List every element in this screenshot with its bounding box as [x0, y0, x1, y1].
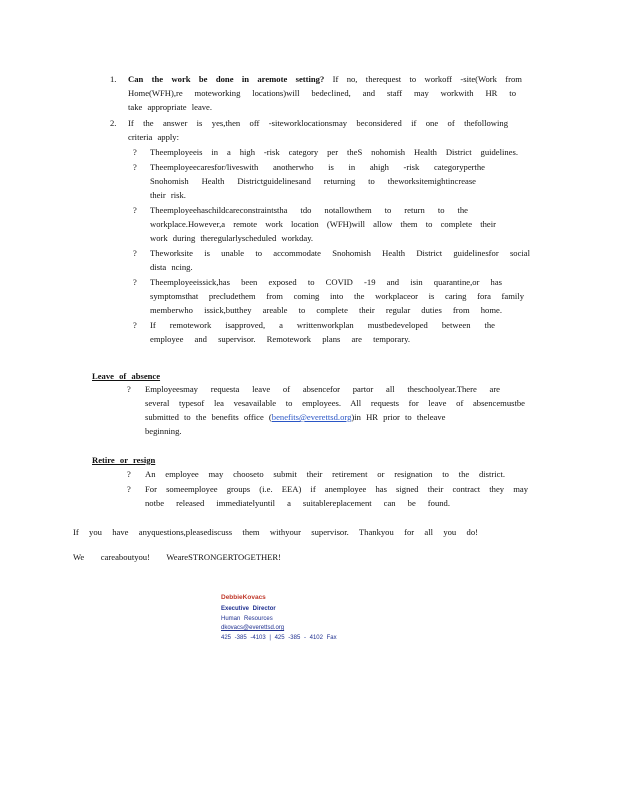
- list-number-2: 2.: [110, 118, 117, 128]
- bullet-marker: ?: [133, 205, 137, 215]
- criteria-6-line1: If remotework isapproved, a writtenworkplan mustbedeveloped between the: [150, 320, 495, 330]
- signature-email-link[interactable]: dkovacs@everettsd.org: [221, 625, 285, 631]
- signature-phone: 425 -385 -4103 | 425 -385 - 4102 Fax: [221, 635, 337, 641]
- criteria-5-line1: Theemployeeissick,has been exposed to COVID -19 and isin quarantine,or has: [150, 277, 502, 287]
- section-heading-leave: Leave of absence: [92, 371, 161, 381]
- criteria-3-line1: Theemployeehaschildcareconstraintstha tdo notallowthem to return to the: [150, 205, 468, 215]
- criteria-2-line3: their risk.: [150, 190, 186, 200]
- section-heading-retire: Retire or resign: [92, 455, 156, 465]
- closing-line2: We careaboutyou! WeareSTRONGERTOGETHER!: [73, 552, 281, 562]
- bullet-marker: ?: [127, 484, 131, 494]
- retire-2-line1: For someemployee groups (i.e. EEA) if anemployee has signed their contract they may: [145, 484, 528, 494]
- item1-line1: [128, 74, 522, 84]
- closing-line1: If you have anyquestions,pleasediscuss them withyour supervisor. Thankyou for all you do!: [73, 527, 478, 537]
- criteria-3-line3: work during theregularlyscheduled workday.: [150, 233, 314, 243]
- bullet-marker: ?: [133, 320, 137, 330]
- criteria-3-line2: workplace.However,a remote work location (WFH)will allow them to complete their: [150, 219, 496, 229]
- criteria-2-line2: Snohomish Health Districtguidelinesand returning to theworksitemightincrease: [150, 176, 476, 186]
- criteria-5-line2: symptomsthat precludethem from coming into the workplaceor is caring fora family: [150, 291, 524, 301]
- item2-line2: criteria apply:: [128, 132, 179, 142]
- criteria-2-line1: Theemployeecaresfor/liveswith anotherwho is in ahigh -risk categoryperthe: [150, 162, 485, 172]
- retire-2-line2: notbe released immediatelyuntil a suitablereplacement can be found.: [145, 498, 450, 508]
- retire-1-line1: An employee may chooseto submit their retirement or resignation to the district.: [145, 469, 505, 479]
- bullet-marker: ?: [127, 469, 131, 479]
- list-number-1: 1.: [110, 74, 117, 84]
- bullet-marker: ?: [133, 147, 137, 157]
- leave-line1: Employeesmay requesta leave of absencefor partor all theschoolyear.There are: [145, 384, 500, 394]
- leave-line3-text: submitted to the benefits office (: [145, 412, 272, 422]
- bullet-marker: ?: [133, 162, 137, 172]
- bullet-marker: ?: [133, 277, 137, 287]
- item1-question: Can the work be done in aremote setting?: [128, 74, 325, 84]
- item2-line1: If the answer is yes,then off -siteworklocationsmay beconsidered if one of thefollowing: [128, 118, 508, 128]
- benefits-email-link[interactable]: benefits@everettsd.org: [271, 412, 352, 422]
- leave-line4: beginning.: [145, 426, 182, 436]
- criteria-4-line1: Theworksite is unable to accommodate Snohomish Health District guidelinesfor social: [150, 248, 530, 258]
- bullet-marker: ?: [127, 384, 131, 394]
- item1-line2: Home(WFH),re moteworking locations)will bedeclined, and staff may workwith HR to: [128, 88, 516, 98]
- signature-name: DebbieKovacs: [221, 594, 266, 601]
- item1-line1-text: If no, therequest to workoff -site(Work from: [324, 74, 522, 84]
- criteria-5-line3: memberwho issick,butthey areable to complete their regular duties from home.: [150, 305, 502, 315]
- signature-title: Executive Director: [221, 606, 276, 612]
- criteria-6-line2: employee and supervisor. Remotework plans are temporary.: [150, 334, 410, 344]
- criteria-4-line2: dista ncing.: [150, 262, 193, 272]
- leave-line3: [145, 412, 445, 422]
- leave-line3-after: )in HR prior to theleave: [351, 412, 446, 422]
- criteria-1-line1: Theemployeeis in a high -risk category per theS nohomish Health District guidelines.: [150, 147, 518, 157]
- signature-dept: Human Resources: [221, 616, 273, 622]
- leave-line2: several typesof lea vesavailable to employees. All requests for leave of absencemustbe: [145, 398, 525, 408]
- item1-line3: take appropriate leave.: [128, 102, 213, 112]
- bullet-marker: ?: [133, 248, 137, 258]
